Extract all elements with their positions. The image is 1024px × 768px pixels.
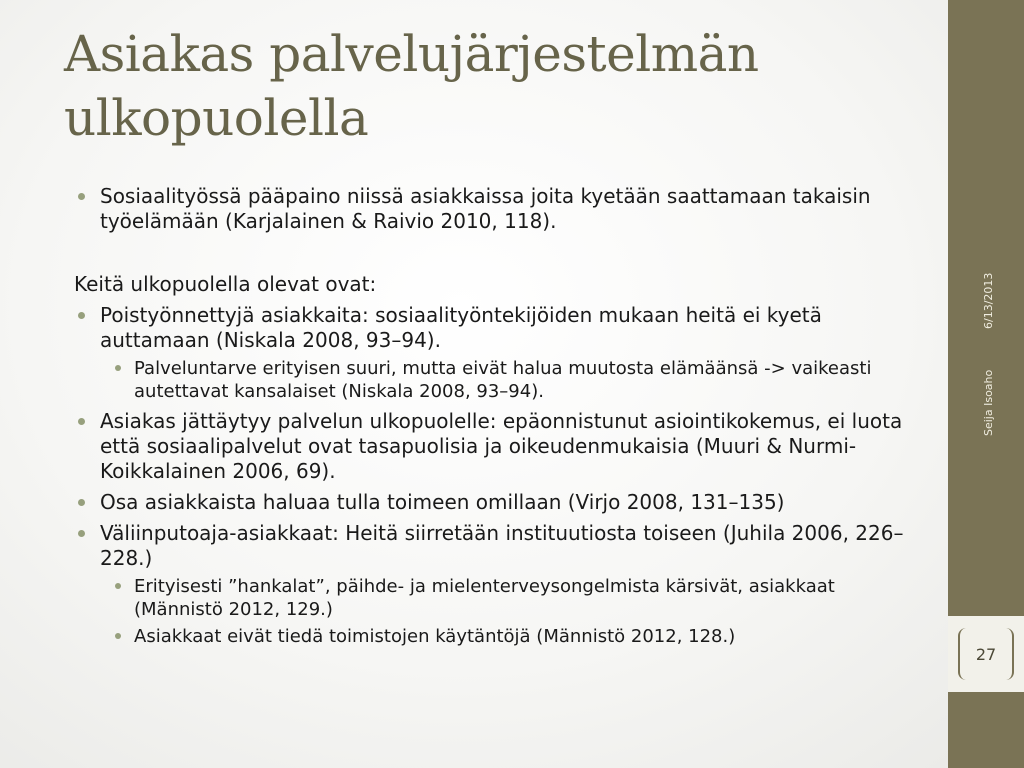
intro-bullet: Sosiaalityössä pääpaino niissä asiakkaissa joita kyetään saattamaan takaisin työelämään (Karjalainen & Raivio 2010, 118). (74, 184, 904, 234)
bullet-4: Väliinputoaja-asiakkaat: Heitä siirretään instituutiosta toiseen (Juhila 2006, 226–228.) (74, 521, 904, 571)
slide-title: Asiakas palvelujärjestelmän ulkopuolella (64, 25, 759, 147)
bullet-4-sub-1: Erityisesti ”hankalat”, päihde- ja mielenterveysongelmista kärsivät, asiakkaat (Männistö 2012, 129.) (74, 575, 904, 621)
footer-date: 6/13/2013 (982, 272, 995, 329)
bullet-2: Asiakas jättäytyy palvelun ulkopuolelle: epäonnistunut asiointikokemus, ei luota että sosiaalipalvelut ovat tasapuolisia ja oikeudenmukaisia (Muuri & Nurmi-Koikkalainen 2006, 69). (74, 409, 904, 484)
spacer (74, 240, 904, 272)
section-heading: Keitä ulkopuolella olevat ovat: (74, 272, 377, 296)
page-number-box (948, 616, 1024, 692)
bullet-1: Poistyönnettyjä asiakkaita: sosiaalityöntekijöiden mukaan heitä ei kyetä auttamaan (Niskala 2008, 93–94). (74, 303, 904, 353)
bullet-4-sub-2: Asiakkaat eivät tiedä toimistojen käytäntöjä (Männistö 2012, 128.) (74, 625, 904, 648)
bullet-1-sub-1: Palveluntarve erityisen suuri, mutta eivät halua muutosta elämäänsä -> vaikeasti autettavat kansalaiset (Niskala 2008, 93–94). (74, 357, 904, 403)
bullet-3: Osa asiakkaista haluaa tulla toimeen omillaan (Virjo 2008, 131–135) (74, 490, 904, 515)
slide-body (74, 184, 904, 654)
page-number: 27 (958, 628, 1014, 680)
footer-author: Seija Isoaho (982, 369, 995, 436)
